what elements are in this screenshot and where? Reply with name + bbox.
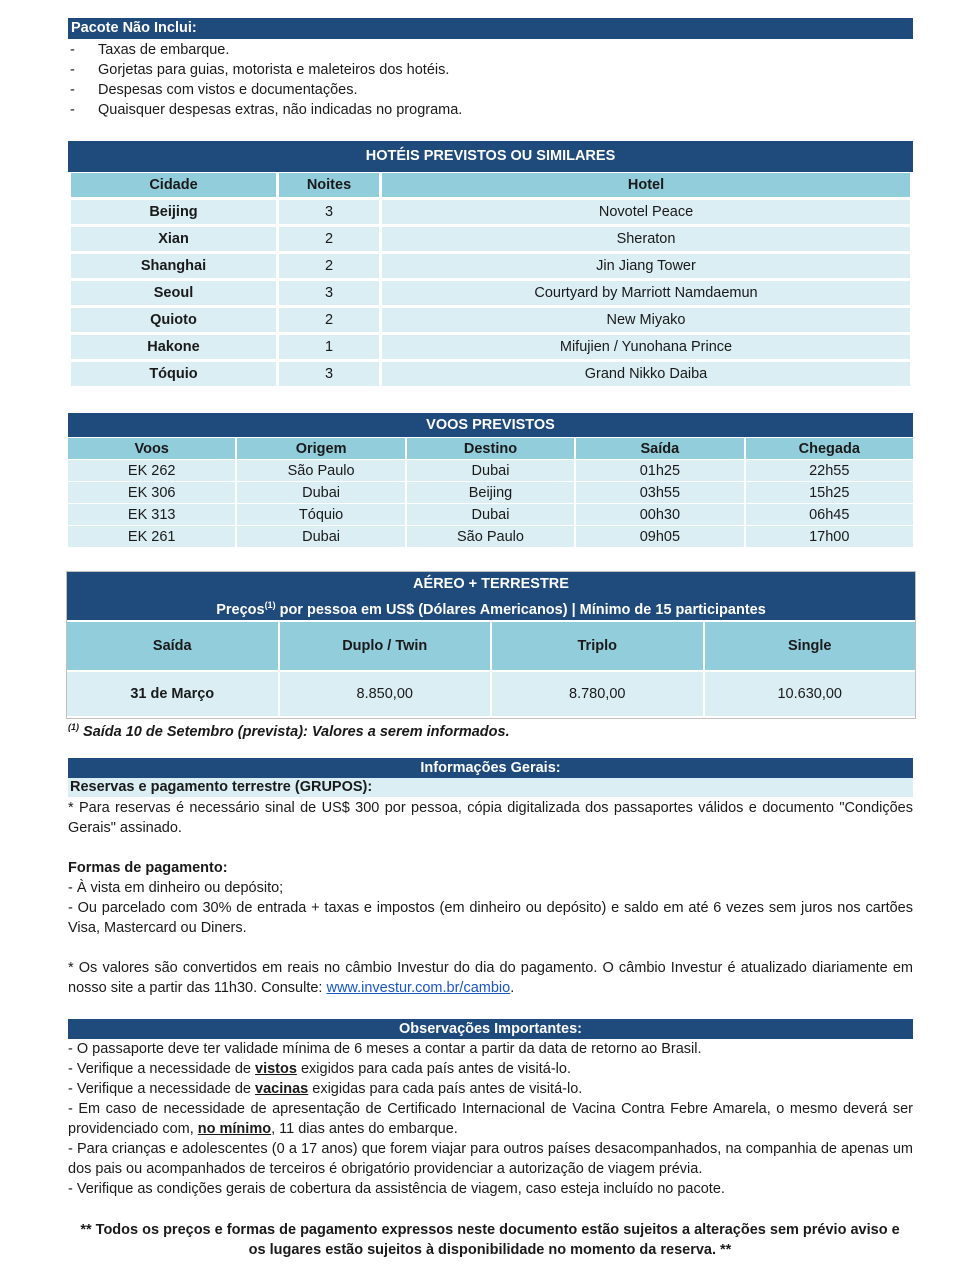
precos-subtitle: Preços$^{(1)}$ por pessoa em US$ (Dólares Americanos) | Mínimo de 15 participantes <box>216 600 766 618</box>
table-header-row <box>71 173 910 197</box>
cambio-text: * Os valores são convertidos em reais no câmbio Investur do dia do pagamento. O câmbio Investur é atualizado diariamente em nosso site a partir das 11h30. Consulte: www.investur.com.br/cambio. <box>68 960 913 996</box>
table-row: 31 de Março 8.850,00 8.780,00 10.630,00 <box>67 672 915 716</box>
dash-icon: - <box>70 82 75 98</box>
precos-section <box>66 571 916 719</box>
col-header-chegada: Chegada <box>746 438 913 459</box>
obs-item: - Verifique as condições gerais de cobertura da assistência de viagem, caso esteja incluído no pacote. <box>68 1181 725 1197</box>
hoteis-title: HOTÉIS PREVISTOS OU SIMILARES <box>68 141 913 172</box>
hoteis-table <box>68 170 913 389</box>
col-header-duplo: Duplo / Twin <box>280 622 491 670</box>
table-row: EK 261 Dubai São Paulo 09h05 17h00 <box>68 526 913 547</box>
disclaimer: ** Todos os preços e formas de pagamento expressos neste documento estão sujeitos a alterações sem prévio aviso e os lugares estão sujeitos à disponibilidade no momento da reserva. ** <box>80 1222 900 1258</box>
obs-item: - Para crianças e adolescentes (0 a 17 anos) que forem viajar para outros países desacompanhados, na companhia de apenas um dos pais ou acompanhados de terceiros é obrigatório providenciar a autorização de viagem prévia. <box>68 1141 913 1177</box>
voos-section <box>68 413 913 548</box>
info-title: Informações Gerais: <box>68 758 913 778</box>
col-header-origem: Origem <box>237 438 404 459</box>
info-section <box>68 758 913 998</box>
dash-icon: - <box>70 62 75 78</box>
col-header-saida: Saída <box>67 622 278 670</box>
voos-table <box>66 437 915 548</box>
table-row: EK 306 Dubai Beijing 03h55 15h25 <box>68 482 913 503</box>
col-header-triplo: Triplo <box>492 622 703 670</box>
obs-item: - Verifique a necessidade de vistos exigidos para cada país antes de visitá-lo. <box>68 1061 571 1077</box>
precos-footnote: $^{(1)}$ Saída 10 de Setembro (prevista): Valores a serem informados. <box>68 722 510 740</box>
formas-title: Formas de pagamento: <box>68 860 228 876</box>
list-item: - Quaisquer despesas extras, não indicadas no programa. <box>70 102 463 118</box>
table-row: Tóquio 3 Grand Nikko Daiba <box>71 362 910 386</box>
reservas-title: Reservas e pagamento terrestre (GRUPOS): <box>68 778 913 797</box>
col-header-saida: Saída <box>576 438 743 459</box>
table-header-row <box>68 438 913 459</box>
nao-inclui-section <box>68 18 913 120</box>
col-header-voos: Voos <box>68 438 235 459</box>
list-item: - Despesas com vistos e documentações. <box>70 82 358 98</box>
col-header-destino: Destino <box>407 438 574 459</box>
table-row: Seoul 3 Courtyard by Marriott Namdaemun <box>71 281 910 305</box>
list-item: - Gorjetas para guias, motorista e maleteiros dos hotéis. <box>70 62 450 78</box>
obs-item: - Verifique a necessidade de vacinas exigidas para cada país antes de visitá-lo. <box>68 1081 583 1097</box>
cambio-link[interactable]: www.investur.com.br/cambio <box>326 980 511 996</box>
reservas-text: * Para reservas é necessário sinal de US$ 300 por pessoa, cópia digitalizada dos passaportes válidos e documento "Condições Gerais" assinado. <box>68 800 913 836</box>
hoteis-section <box>68 141 913 389</box>
obs-title: Observações Importantes: <box>68 1019 913 1039</box>
precos-header <box>67 572 915 620</box>
table-row: EK 313 Tóquio Dubai 00h30 06h45 <box>68 504 913 525</box>
obs-section <box>68 1019 913 1199</box>
formas-item: - Ou parcelado com 30% de entrada + taxas e impostos (em dinheiro ou depósito) e saldo em até 6 vezes sem juros nos cartões Visa, Mastercard ou Diners. <box>68 900 913 936</box>
col-header-hotel: Hotel <box>382 173 910 197</box>
table-row: Shanghai 2 Jin Jiang Tower <box>71 254 910 278</box>
dash-icon: - <box>70 102 75 118</box>
precos-table <box>65 620 917 718</box>
table-row: Xian 2 Sheraton <box>71 227 910 251</box>
table-row: Beijing 3 Novotel Peace <box>71 200 910 224</box>
obs-item: - Em caso de necessidade de apresentação de Certificado Internacional de Vacina Contra Febre Amarela, o mesmo deverá ser providenciado com, no mínimo, 11 dias antes do embarque. <box>68 1101 913 1137</box>
nao-inclui-title: Pacote Não Inclui: <box>68 18 913 39</box>
voos-title: VOOS PREVISTOS <box>68 413 913 437</box>
table-row: EK 262 São Paulo Dubai 01h25 22h55 <box>68 460 913 481</box>
table-header-row <box>67 622 915 670</box>
col-header-cidade: Cidade <box>71 173 276 197</box>
col-header-noites: Noites <box>279 173 379 197</box>
list-item: - Taxas de embarque. <box>70 42 230 58</box>
obs-item: - O passaporte deve ter validade mínima de 6 meses a contar a partir da data de retorno ao Brasil. <box>68 1041 702 1057</box>
precos-title: AÉREO + TERRESTRE <box>413 576 569 592</box>
col-header-single: Single <box>705 622 916 670</box>
formas-item: - À vista em dinheiro ou depósito; <box>68 880 284 896</box>
table-row: Hakone 1 Mifujien / Yunohana Prince <box>71 335 910 359</box>
table-row: Quioto 2 New Miyako <box>71 308 910 332</box>
dash-icon: - <box>70 42 75 58</box>
